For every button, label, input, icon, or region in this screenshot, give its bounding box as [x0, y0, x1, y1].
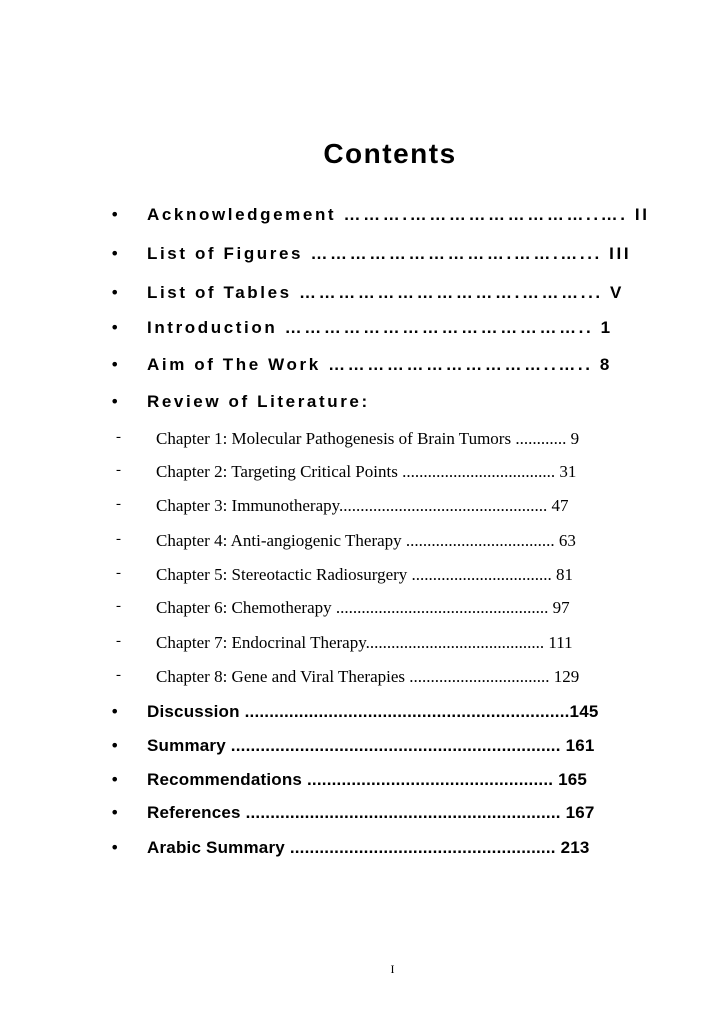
bullet-icon: •: [110, 702, 120, 721]
bullet-icon: •: [110, 392, 120, 411]
bullet-icon: •: [110, 838, 120, 857]
toc-entry-text: Acknowledgement ……….………………………..…. II: [147, 205, 650, 224]
toc-entry-text: References ................................................................ 167: [147, 803, 595, 822]
toc-entry-text: Arabic Summary ...................................................... 213: [147, 838, 590, 857]
toc-chapter-text: Chapter 1: Molecular Pathogenesis of Brain Tumors ............ 9: [156, 429, 580, 448]
toc-chapter-text: Chapter 2: Targeting Critical Points .................................... 31: [156, 462, 577, 481]
toc-entry-text: List of Tables …………………………….………... V: [147, 283, 624, 302]
toc-chapter-text: Chapter 6: Chemotherapy .................................................. 97: [156, 598, 570, 617]
toc-entry-text: Discussion ..................................................................145: [147, 702, 599, 721]
bullet-icon: •: [110, 355, 120, 374]
toc-entry-text: Aim of The Work ……………………………..….. 8: [147, 355, 612, 374]
dash-marker: -: [116, 531, 121, 547]
bullet-icon: •: [110, 283, 120, 302]
dash-marker: -: [116, 429, 121, 445]
page-title: Contents: [323, 138, 457, 169]
bullet-icon: •: [110, 244, 120, 263]
dash-marker: -: [116, 496, 121, 512]
page-number: I: [390, 962, 395, 976]
toc-chapter-text: Chapter 4: Anti-angiogenic Therapy ................................... 63: [156, 531, 576, 550]
dash-marker: -: [116, 565, 121, 581]
toc-chapter-text: Chapter 5: Stereotactic Radiosurgery ................................. 81: [156, 565, 574, 584]
toc-entry-text: List of Figures ………………………….…….…... III: [147, 244, 632, 263]
dash-marker: -: [116, 462, 121, 478]
dash-marker: -: [116, 667, 121, 683]
toc-chapter-text: Chapter 8: Gene and Viral Therapies ................................. 129: [156, 667, 580, 686]
dash-marker: -: [116, 633, 121, 649]
bullet-icon: •: [110, 205, 120, 224]
bullet-icon: •: [110, 736, 120, 755]
bullet-icon: •: [110, 803, 120, 822]
toc-entry-text: Recommendations .................................................. 165: [147, 770, 588, 789]
bullet-icon: •: [110, 318, 120, 337]
toc-chapter-text: Chapter 3: Immunotherapy................................................. 47: [156, 496, 569, 515]
bullet-icon: •: [110, 770, 120, 789]
toc-chapter-text: Chapter 7: Endocrinal Therapy.......................................... 111: [156, 633, 573, 652]
toc-entry-text: Summary ................................................................... 161: [147, 736, 595, 755]
dash-marker: -: [116, 598, 121, 614]
toc-entry-text: Introduction ……………………………………….. 1: [147, 318, 613, 337]
toc-entry-text: Review of Literature:: [147, 392, 370, 411]
